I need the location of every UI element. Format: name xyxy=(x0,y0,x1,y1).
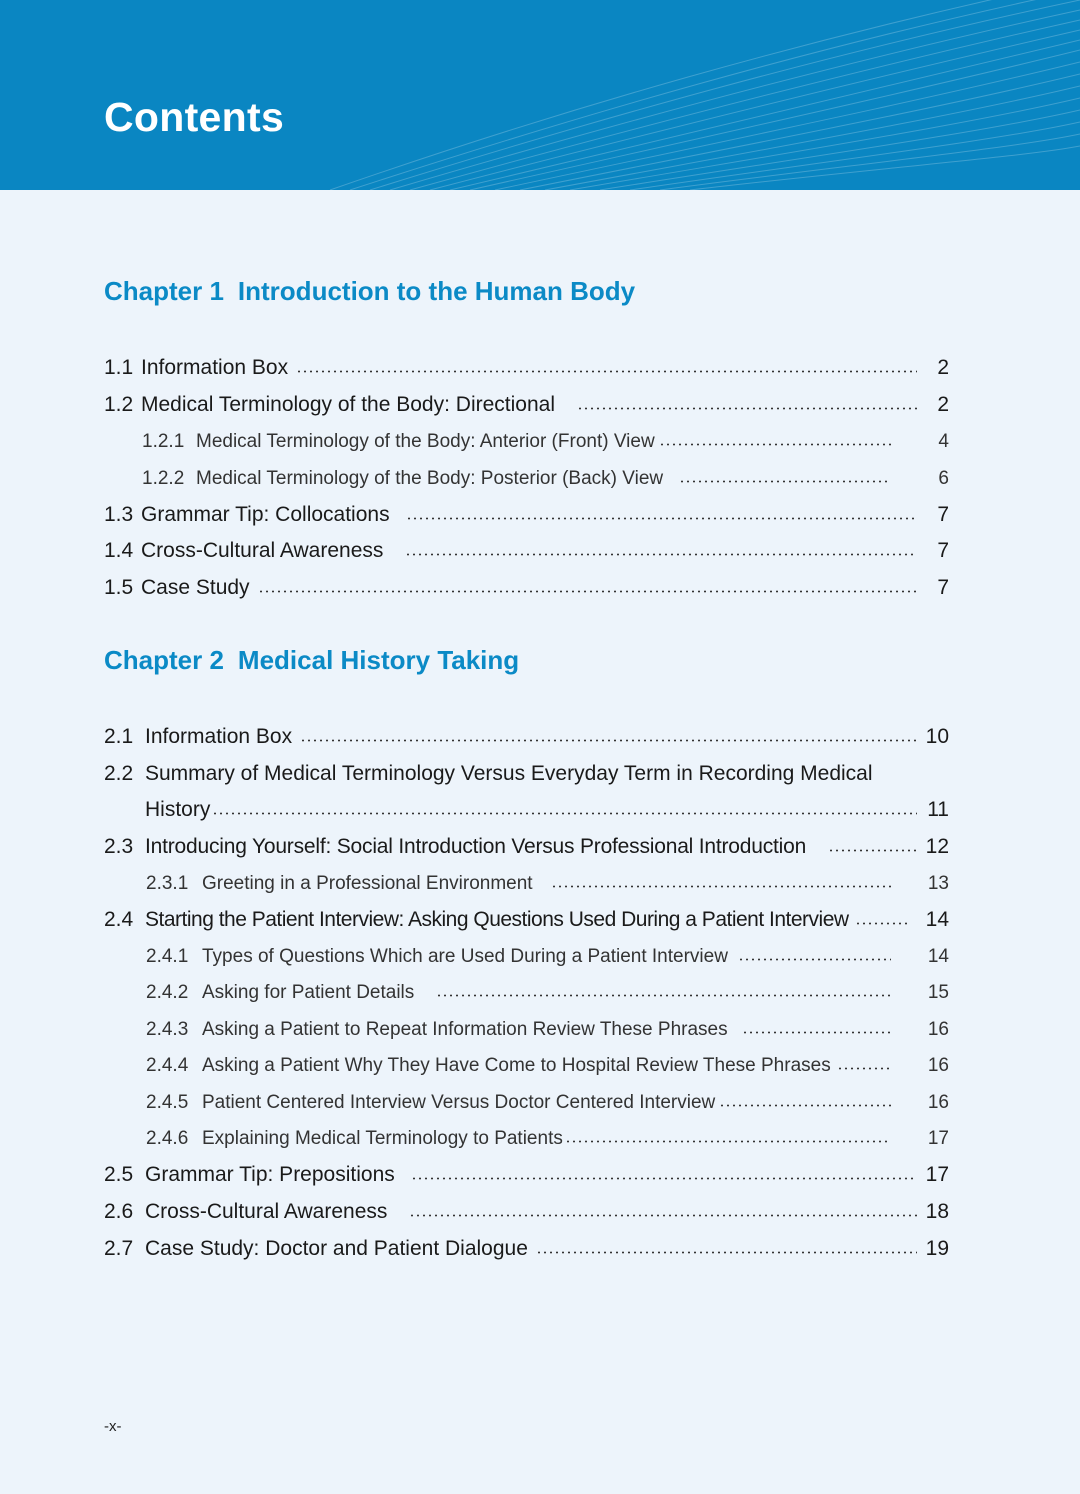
toc-entry-2-7[interactable] xyxy=(104,1227,949,1261)
entry-label: Asking for Patient Details xyxy=(202,982,415,1003)
leader-dots xyxy=(855,922,909,925)
toc-entry-1-2-1[interactable] xyxy=(142,419,949,453)
toc-entry-2-3[interactable] xyxy=(104,825,949,859)
toc-entry-2-1[interactable] xyxy=(104,715,949,749)
leader-dots xyxy=(577,407,917,410)
entry-number: 2.5 xyxy=(104,1163,134,1186)
entry-number: 2.3 xyxy=(104,835,134,858)
leader-dots xyxy=(411,1177,917,1180)
entry-label: Greeting in a Professional Environment xyxy=(202,873,533,894)
entry-number: 2.4.3 xyxy=(146,1019,189,1040)
entry-page: 2 xyxy=(937,393,949,416)
chapter-number: Chapter 1 xyxy=(104,276,224,306)
entry-label: Information Box xyxy=(145,725,293,748)
toc-entry-2-4-2[interactable] xyxy=(146,970,949,1004)
leader-dots xyxy=(300,739,917,742)
entry-page: 10 xyxy=(925,725,949,748)
entry-number: 2.6 xyxy=(104,1200,134,1223)
leader-dots xyxy=(828,849,917,852)
entry-number: 2.4.5 xyxy=(146,1092,189,1113)
entry-page: 16 xyxy=(927,1019,949,1040)
leader-dots xyxy=(565,1140,891,1143)
entry-label: Cross-Cultural Awareness xyxy=(141,539,384,562)
entry-label: Grammar Tip: Prepositions xyxy=(145,1163,395,1186)
entry-page: 14 xyxy=(927,946,949,967)
leader-dots xyxy=(742,1031,891,1034)
leader-dots xyxy=(258,590,917,593)
entry-label: Cross-Cultural Awareness xyxy=(145,1200,388,1223)
entry-label: Medical Terminology of the Body: Anterior (Front) View xyxy=(196,431,655,452)
leader-dots xyxy=(551,885,891,888)
entry-number: 1.1 xyxy=(104,356,134,379)
toc-entry-1-1[interactable] xyxy=(104,346,949,380)
toc-entry-2-4[interactable] xyxy=(104,898,949,932)
toc-entry-1-3[interactable] xyxy=(104,493,949,527)
chapter-title: Medical History Taking xyxy=(237,645,520,675)
leader-dots xyxy=(406,517,917,520)
entry-page: 7 xyxy=(937,503,949,526)
entry-number: 2.4.6 xyxy=(146,1128,189,1149)
page-number: -x- xyxy=(104,1418,122,1435)
entry-label: Medical Terminology of the Body: Posterior (Back) View xyxy=(196,468,664,489)
entry-number: 2.1 xyxy=(104,725,134,748)
toc-entry-2-4-4[interactable] xyxy=(146,1043,949,1077)
leader-dots xyxy=(659,443,891,446)
entry-number: 1.4 xyxy=(104,539,134,562)
entry-number: 1.3 xyxy=(104,503,134,526)
chapter-2-heading xyxy=(104,645,519,676)
entry-label: Case Study: Doctor and Patient Dialogue xyxy=(145,1237,528,1260)
entry-page: 14 xyxy=(925,908,949,931)
entry-page: 18 xyxy=(925,1200,949,1223)
entry-number: 2.3.1 xyxy=(146,873,189,894)
entry-page: 11 xyxy=(927,798,949,821)
entry-page: 16 xyxy=(927,1055,949,1076)
entry-page: 17 xyxy=(927,1128,949,1149)
entry-label: Information Box xyxy=(141,356,289,379)
toc-entry-2-4-1[interactable] xyxy=(146,934,949,968)
entry-label: Asking a Patient to Repeat Information Review These Phrases xyxy=(202,1019,728,1040)
toc-entry-1-2-2[interactable] xyxy=(142,456,949,490)
entry-label: Starting the Patient Interview: Asking Questions Used During a Patient Interview xyxy=(145,908,849,931)
chapter-1-heading xyxy=(104,276,635,307)
leader-dots xyxy=(212,812,917,815)
leader-dots xyxy=(738,958,891,961)
entry-page: 15 xyxy=(927,982,949,1003)
header-banner xyxy=(0,0,1080,190)
leader-dots xyxy=(719,1104,891,1107)
entry-number: 2.4.2 xyxy=(146,982,189,1003)
leader-dots xyxy=(837,1067,891,1070)
entry-page: 4 xyxy=(938,431,949,452)
entry-number: 1.5 xyxy=(104,576,134,599)
entry-label: Explaining Medical Terminology to Patients xyxy=(202,1128,563,1149)
leader-dots xyxy=(436,994,891,997)
entry-page: 19 xyxy=(925,1237,949,1260)
leader-dots xyxy=(409,1214,917,1217)
entry-number: 2.2 xyxy=(104,762,134,785)
entry-number: 2.4.1 xyxy=(146,946,189,967)
toc-entry-1-5[interactable] xyxy=(104,566,949,600)
entry-page: 16 xyxy=(927,1092,949,1113)
entry-page: 13 xyxy=(927,873,949,894)
leader-dots xyxy=(405,553,917,556)
entry-label: Patient Centered Interview Versus Doctor Centered Interview xyxy=(202,1092,716,1113)
toc-entry-2-3-1[interactable] xyxy=(146,861,949,895)
toc-entry-2-4-3[interactable] xyxy=(146,1007,949,1041)
entry-page: 7 xyxy=(937,576,949,599)
entry-number: 2.7 xyxy=(104,1237,134,1260)
entry-number: 2.4 xyxy=(104,908,134,931)
entry-label: Medical Terminology of the Body: Directional xyxy=(141,393,555,416)
entry-page: 2 xyxy=(937,356,949,379)
chapter-number: Chapter 2 xyxy=(104,645,224,675)
entry-label: Case Study xyxy=(141,576,250,599)
entry-label: Summary of Medical Terminology Versus Everyday Term in Recording Medical xyxy=(145,762,873,785)
entry-page: 17 xyxy=(925,1163,949,1186)
entry-number: 1.2 xyxy=(104,393,134,416)
toc-entry-1-2[interactable] xyxy=(104,383,949,417)
page-title: Contents xyxy=(104,94,285,140)
leader-dots xyxy=(536,1251,917,1254)
entry-page: 12 xyxy=(925,835,949,858)
entry-number: 1.2.2 xyxy=(142,468,185,489)
toc-entry-2-6[interactable] xyxy=(104,1190,949,1224)
toc-entry-2-5[interactable] xyxy=(104,1153,949,1187)
entry-label: Grammar Tip: Collocations xyxy=(141,503,390,526)
entry-label-continued: History xyxy=(145,798,211,821)
toc-entry-2-4-5[interactable] xyxy=(146,1080,949,1114)
entry-label: Introducing Yourself: Social Introduction Versus Professional Introduction xyxy=(145,835,807,858)
leader-dots xyxy=(296,370,917,373)
toc-entry-2-2[interactable] xyxy=(104,752,949,786)
entry-number: 1.2.1 xyxy=(142,431,185,452)
leader-dots xyxy=(679,480,891,483)
toc-entry-2-4-6[interactable] xyxy=(146,1116,949,1150)
chapter-title: Introduction to the Human Body xyxy=(237,276,636,306)
entry-page: 7 xyxy=(937,539,949,562)
entry-label: Types of Questions Which are Used During a Patient Interview xyxy=(202,946,728,967)
entry-number: 2.4.4 xyxy=(146,1055,189,1076)
entry-label: Asking a Patient Why They Have Come to Hospital Review These Phrases xyxy=(202,1055,831,1076)
entry-page: 6 xyxy=(938,468,949,489)
toc-entry-2-2-continued[interactable] xyxy=(104,788,949,822)
toc-entry-1-4[interactable] xyxy=(104,529,949,563)
